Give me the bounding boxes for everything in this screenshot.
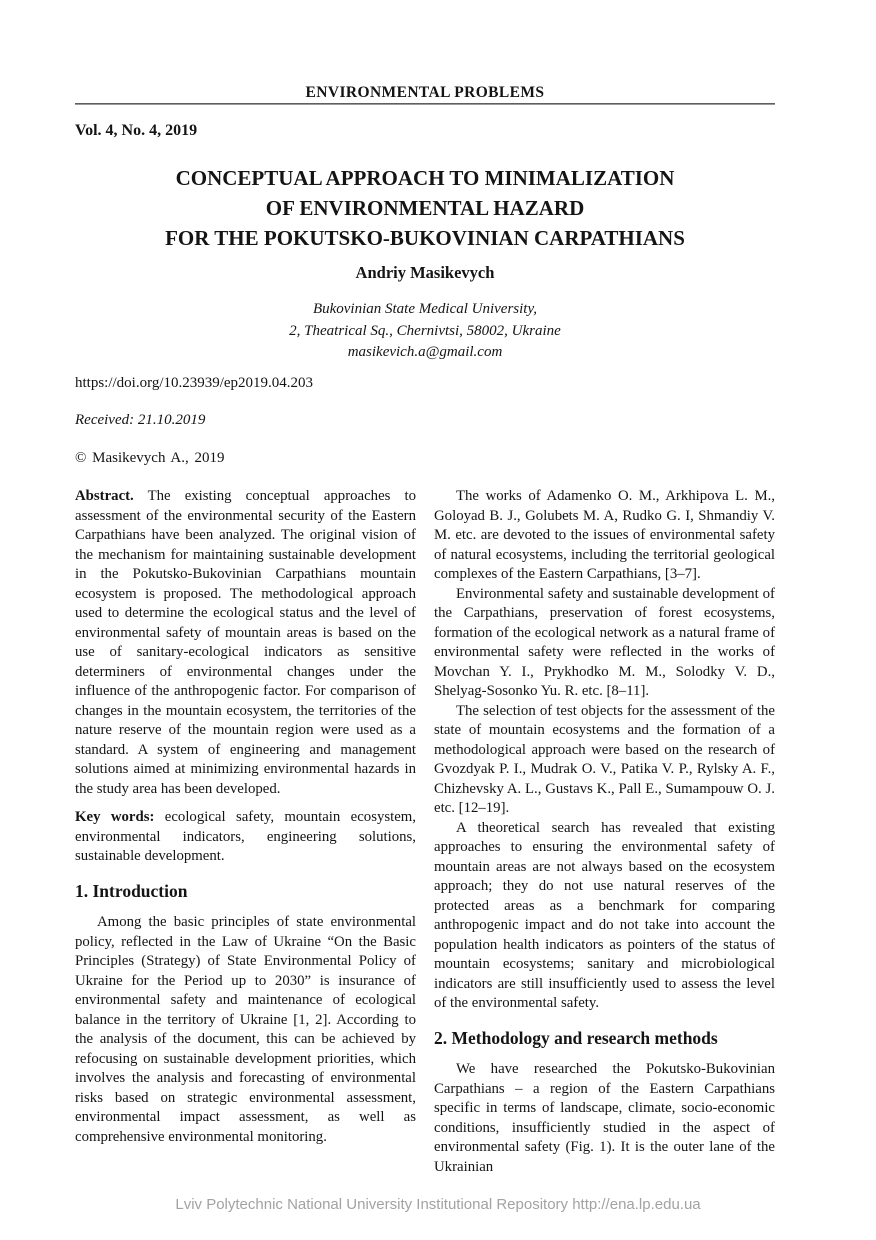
methodology-paragraph: We have researched the Pokutsko-Bukovinian Carpathians – a region of the Eastern Carpathians specific in terms of landscape, climate, socio-economic conditions, insufficiently studied in the aspect of environmental safety (Fig. 1). It is the outer lane of the Ukrainian <box>434 1061 775 1175</box>
right-column <box>434 487 775 1177</box>
header-rule <box>75 103 775 105</box>
affiliation-line-1: Bukovinian State Medical University, <box>312 301 538 317</box>
author-name: Andriy Masikevych <box>355 263 495 282</box>
related-work-paragraph-2: Environmental safety and sustainable development of the Carpathians, preservation of forest ecosystems, formation of the ecological network as a natural frame of environmental safety were reflected in the works of Movchan Y. I., Prykhodko M. M., Solodky V. D., Shelyag-Sosonko Yu. R. etc. [8–11]. <box>434 585 775 699</box>
related-work-paragraph-3: The selection of test objects for the assessment of the state of mountain ecosystems and the formation of a methodological approach were based on the research of Gvozdyak P. I., Mudrak O. V., Patika V. P., Rylsky A. F., Chizhevsky A. L., Gustavs K., Pall E., Sumampouw O. J. etc. [12–19]. <box>434 702 775 816</box>
section-heading-methodology: 2. Methodology and research methods <box>434 1027 718 1048</box>
abstract-text: The existing conceptual approaches to assessment of the environmental security of the Eastern Carpathians have been analyzed. The original vision of the mechanism for maintaining sustainable development in the Pokutsko-Bukovinian Carpathians mountain ecosystem is proposed. The methodological approach used to determine the ecological status and the level of environmental safety of mountain areas is based on the use of sanitary-ecological indicators as sensitive determiners of environmental changes under the influence of the anthropogenic factor. For comparison of changes in the mountain ecosystem, the territories of the nature reserve of the mountain region were used as a standard. A system of engineering and management solutions aimed at minimizing environmental hazards in the study area has been developed. <box>75 488 416 797</box>
paper-title-line-2: OF ENVIRONMENTAL HAZARD <box>265 196 585 220</box>
paper-title-line-3: FOR THE POKUTSKO-BUKOVINIAN CARPATHIANS <box>165 226 685 250</box>
author-email: masikevich.a@gmail.com <box>347 344 503 360</box>
copyright-notice: © Masikevych A., 2019 <box>75 450 225 466</box>
author-affiliation <box>75 299 775 364</box>
keywords-text: ecological safety, mountain ecosystem, environmental indicators, engineering solutions, sustainable development. <box>75 809 416 864</box>
volume-issue-label: Vol. 4, No. 4, 2019 <box>75 122 198 139</box>
abstract-label: Abstract. <box>75 488 134 504</box>
abstract-paragraph <box>75 487 416 799</box>
section-heading-introduction: 1. Introduction <box>75 880 188 901</box>
received-date: Received: 21.10.2019 <box>75 412 206 428</box>
introduction-paragraph: Among the basic principles of state environmental policy, reflected in the Law of Ukraine “On the Basic Principles (Strategy) of State Environmental Policy of Ukraine for the Period up to 2030” is insurance of environmental safety and maintenance of ecological balance in the territory of Ukraine [1, 2]. According to the analysis of the document, this can be achieved by refocusing on sustainable development priorities, which involves the analysis and forecasting of environmental risks based on strategic environmental assessment, environmental impact assessment, as well as comprehensive environmental monitoring. <box>75 914 416 1145</box>
affiliation-line-2: 2, Theatrical Sq., Chernivtsi, 58002, Ukraine <box>289 322 561 339</box>
related-work-paragraph-1: The works of Adamenko O. M., Arkhipova L. M., Goloyad B. J., Golubets M. A, Rudko G. I, Shmandiy V. M. etc. are devoted to the issues of environmental safety of natural ecosystems, including the territorial geological complexes of the Eastern Carpathians, [3–7]. <box>434 488 775 582</box>
related-work-paragraph-4: A theoretical search has revealed that existing approaches to ensuring the environmental safety of mountain areas are not always based on the ecosystem approach; they do not use natural reserves of the protected areas as a benchmark for comparing anthropogenic impact and do not take into account the population health indicators as pointers of the status of mountain ecosystems; sanitary and microbiological indicators are still insufficiently used to assess the level of the environmental safety. <box>434 819 775 1011</box>
journal-header-title: ENVIRONMENTAL PROBLEMS <box>305 84 545 101</box>
left-column <box>75 487 416 1147</box>
keywords-label: Key words: <box>75 809 155 825</box>
keywords-paragraph <box>75 808 416 867</box>
paper-title <box>75 163 775 253</box>
doi-text: https://doi.org/10.23939/ep2019.04.203 <box>75 375 314 391</box>
paper-title-line-1: CONCEPTUAL APPROACH TO MINIMALIZATION <box>175 166 675 190</box>
repository-footer-note: Lviv Polytechnic National University Institutional Repository http://ena.lp.edu.ua <box>175 1196 701 1213</box>
